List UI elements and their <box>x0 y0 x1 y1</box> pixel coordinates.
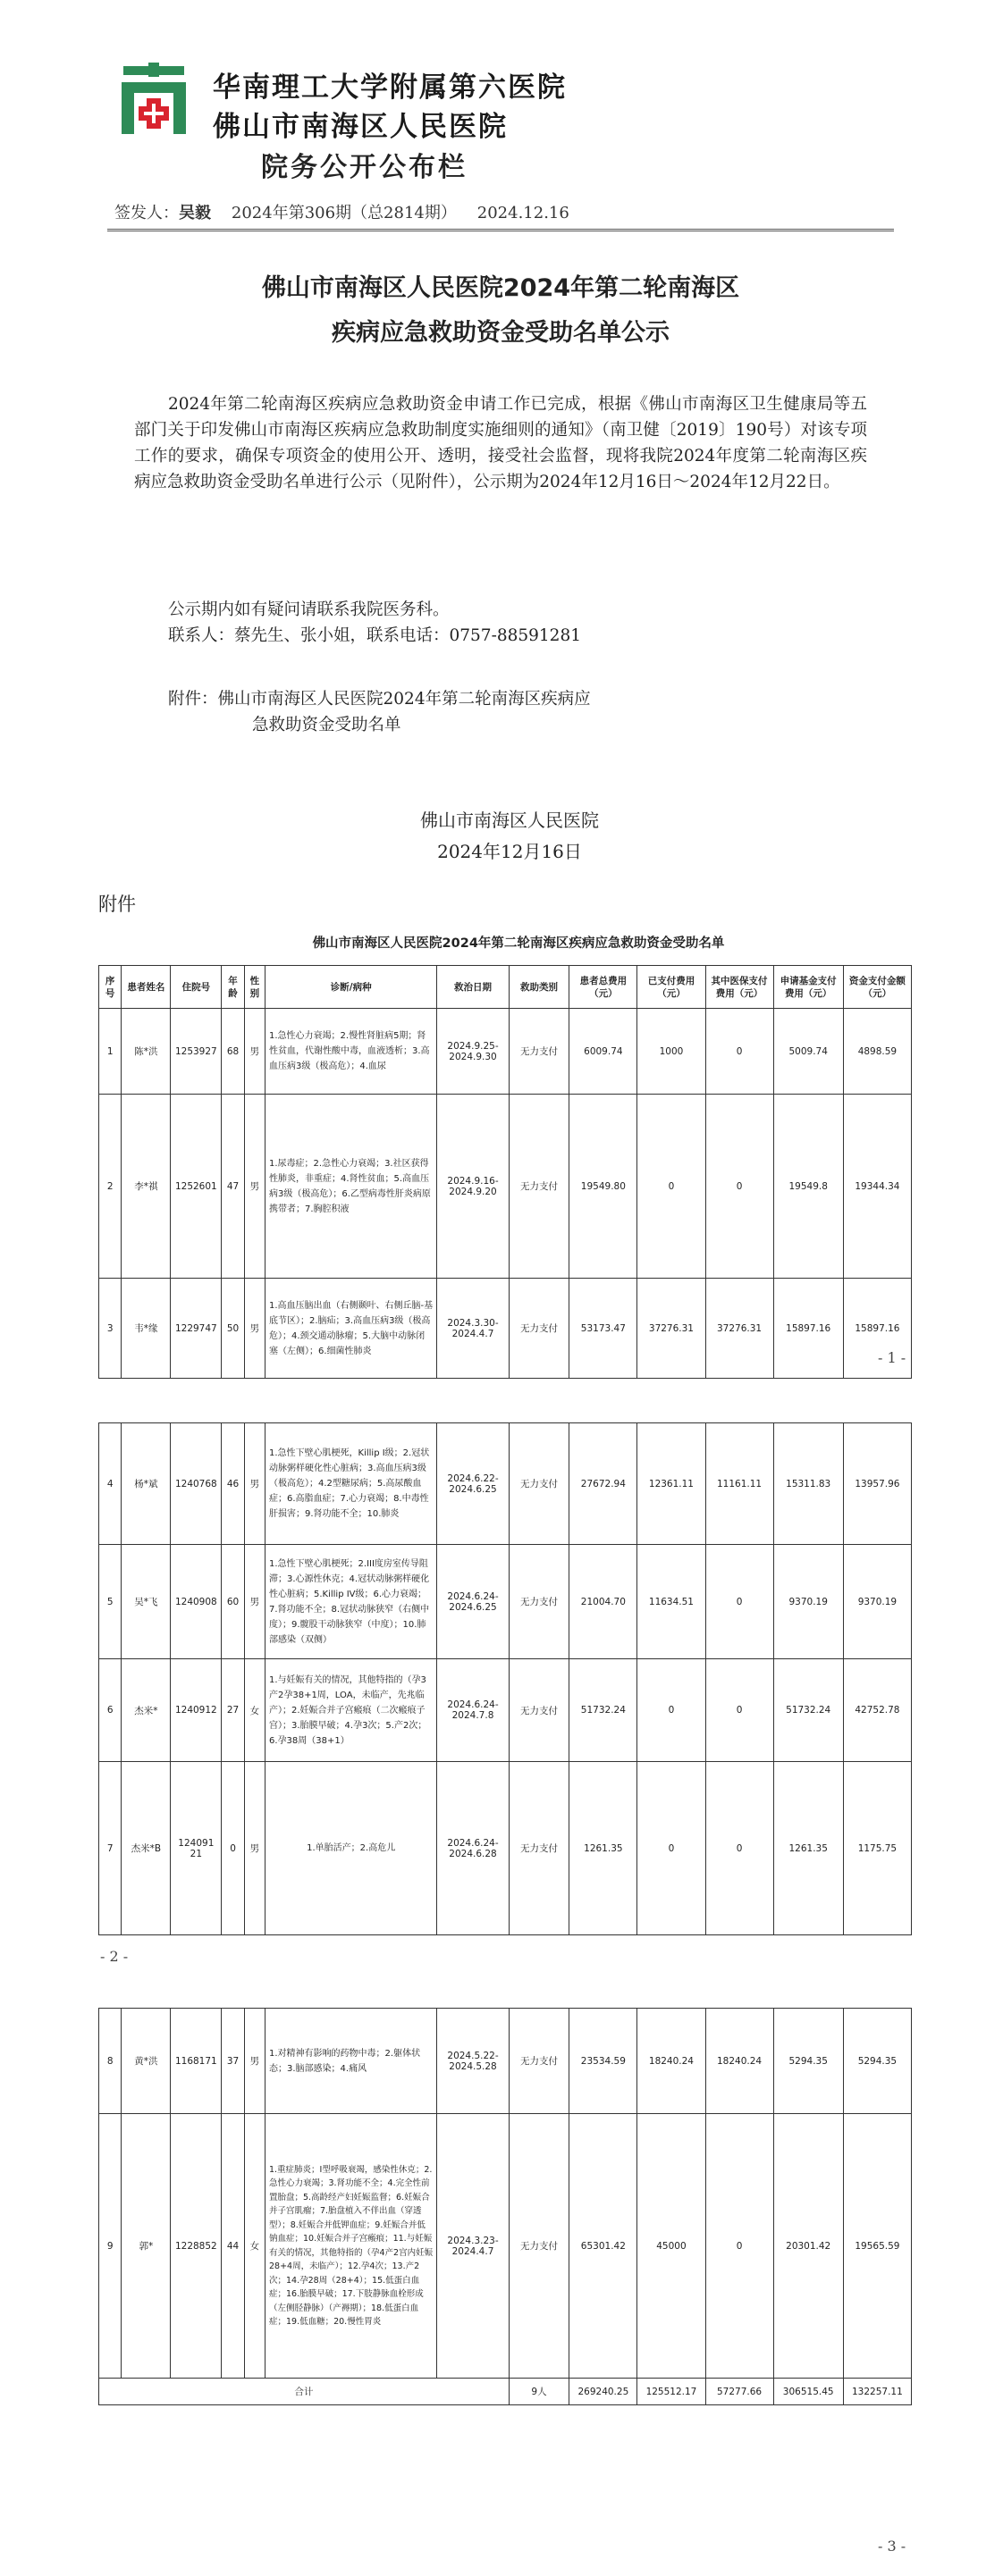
col-header: 性别 <box>244 966 265 1009</box>
cell-date: 2024.9.25-2024.9.30 <box>437 1009 509 1095</box>
sign-date: 2024年12月16日 <box>437 841 582 862</box>
cell-age: 46 <box>222 1423 244 1545</box>
cell-fund-applied: 19549.8 <box>773 1095 843 1279</box>
cell-index: 6 <box>99 1659 122 1762</box>
cell-diagnosis: 1.重症肺炎；I型呼吸衰竭，感染性休克；2.急性心力衰竭；3.肾功能不全；4.完全性前置胎盘；5.高龄经产妇妊娠监督；6.妊娠合并子宫肌瘤；7.胎盘植入不伴出血（穿透型）；8.妊娠合并低钾血症；9.妊娠合并低钠血症；10.妊娠合并子宫瘢痕；11.与妊娠有关的情况，其他特指的（孕4产2宫内妊娠28+4周，未临产）；12.孕4次；13.产2次；14.孕28周（28+4）；15.低蛋白血症；16.胎膜早破；17.下肢静脉血栓形成（左侧胫静脉）（产褥期）；18.低蛋白血症；19.低血糖；20.慢性胃炎 <box>265 2114 436 2379</box>
cell-patient: 吴*飞 <box>122 1545 171 1659</box>
cell-paid: 11634.51 <box>637 1545 705 1659</box>
cell-patient: 杨*斌 <box>122 1423 171 1545</box>
cell-sex: 女 <box>244 1659 265 1762</box>
cell-sex: 男 <box>244 1009 265 1095</box>
cell-sex: 男 <box>244 1545 265 1659</box>
attachment-section-label: 附件 <box>98 894 136 915</box>
cell-age: 0 <box>222 1762 244 1935</box>
cell-sex: 男 <box>244 1279 265 1379</box>
notice-attachment <box>134 686 867 738</box>
cell-total-cost: 53173.47 <box>569 1279 637 1379</box>
notice-contact: 联系人：蔡先生、张小姐，联系电话：0757-88591281 <box>168 626 581 645</box>
cell-age: 60 <box>222 1545 244 1659</box>
cell-fund-paid: 15897.16 <box>843 1279 911 1379</box>
col-header: 诊断/病种 <box>265 966 436 1009</box>
issue-date: 2024.12.16 <box>476 204 569 222</box>
cell-date: 2024.3.23-2024.4.7 <box>437 2114 509 2379</box>
col-header: 其中医保支付费用（元） <box>705 966 773 1009</box>
col-header: 救助类别 <box>509 966 569 1009</box>
cell-index: 8 <box>99 2009 122 2114</box>
cell-fund-applied: 9370.19 <box>773 1545 843 1659</box>
cell-total-cost: 51732.24 <box>569 1659 637 1762</box>
page-number-2: - 2 - <box>100 1948 129 1965</box>
table-row <box>99 1659 912 1762</box>
recipients-table-page-3 <box>98 2008 912 2405</box>
col-header: 已支付费用（元） <box>637 966 705 1009</box>
cell-date: 2024.6.22-2024.6.25 <box>437 1423 509 1545</box>
recipients-table-page-1 <box>98 965 912 1379</box>
cell-admission-no: 124091 21 <box>171 1762 222 1935</box>
cell-index: 1 <box>99 1009 122 1095</box>
cell-paid: 0 <box>637 1095 705 1279</box>
cell-insurance: 0 <box>705 1659 773 1762</box>
cell-paid: 18240.24 <box>637 2009 705 2114</box>
cell-total-cost: 1261.35 <box>569 1762 637 1935</box>
cell-insurance: 0 <box>705 2114 773 2379</box>
cell-insurance: 0 <box>705 1095 773 1279</box>
cell-insurance: 0 <box>705 1762 773 1935</box>
cell-admission-no: 1240908 <box>171 1545 222 1659</box>
total-insurance: 57277.66 <box>705 2379 773 2405</box>
cell-diagnosis: 1.对精神有影响的药物中毒；2.躯体状态；3.脑部感染；4.痛风 <box>265 2009 436 2114</box>
table-row <box>99 1423 912 1545</box>
cell-total-cost: 27672.94 <box>569 1423 637 1545</box>
cell-patient: 韦*缘 <box>122 1279 171 1379</box>
total-count: 9人 <box>509 2379 569 2405</box>
table-row <box>99 1545 912 1659</box>
recipients-table-page-2 <box>98 1422 912 1935</box>
col-header: 年龄 <box>222 966 244 1009</box>
cell-admission-no: 1252601 <box>171 1095 222 1279</box>
cell-paid: 45000 <box>637 2114 705 2379</box>
page-number-3: - 3 - <box>878 2538 906 2555</box>
cell-sex: 男 <box>244 1762 265 1935</box>
attachment-label: 附件： <box>168 690 218 709</box>
cell-paid: 1000 <box>637 1009 705 1095</box>
table-row <box>99 2009 912 2114</box>
issue-line <box>114 200 569 223</box>
cell-category: 无力支付 <box>509 1423 569 1545</box>
cell-diagnosis: 1.与妊娠有关的情况，其他特指的（孕3产2孕38+1周，LOA，未临产，先兆临产）；2.妊娠合并子宫瘢痕（二次瘢痕子宫）；3.胎膜早破；4.孕3次；5.产2次；6.孕38周（38+1） <box>265 1659 436 1762</box>
cell-age: 27 <box>222 1659 244 1762</box>
cell-category: 无力支付 <box>509 1545 569 1659</box>
cell-date: 2024.6.24-2024.7.8 <box>437 1659 509 1762</box>
table-title: 佛山市南海区人民医院2024年第二轮南海区疾病应急救助资金受助名单 <box>312 936 725 951</box>
header-divider <box>107 229 894 231</box>
cell-diagnosis: 1.急性下壁心肌梗死，Killip I级；2.冠状动脉粥样硬化性心脏病；3.高血压病3级（极高危）；4.2型糖尿病；5.高尿酸血症；6.高脂血症；7.心力衰竭；8.中毒性肝损害；9.肾功能不全；10.肺炎 <box>265 1423 436 1545</box>
cell-diagnosis: 1.急性心力衰竭；2.慢性肾脏病5期；肾性贫血，代谢性酸中毒，血液透析；3.高血压病3级（极高危）；4.血尿 <box>265 1009 436 1095</box>
cell-fund-paid: 4898.59 <box>843 1009 911 1095</box>
cell-insurance: 0 <box>705 1009 773 1095</box>
cell-insurance: 18240.24 <box>705 2009 773 2114</box>
col-header: 申请基金支付费用（元） <box>773 966 843 1009</box>
cell-diagnosis: 1.急性下壁心肌梗死；2.III度房室传导阻滞；3.心源性休克；4.冠状动脉粥样硬化性心脏病；5.Killip IV级；6.心力衰竭；7.肾功能不全；8.冠状动脉狭窄（右侧中度）；9.髋股干动脉狭窄（中度）；10.肺部感染（双侧） <box>265 1545 436 1659</box>
cell-category: 无力支付 <box>509 1279 569 1379</box>
issuer-label: 签发人： <box>114 204 179 222</box>
issuer-name: 吴毅 <box>179 204 211 222</box>
cell-paid: 12361.11 <box>637 1423 705 1545</box>
cell-patient: 郭* <box>122 2114 171 2379</box>
cell-total-cost: 21004.70 <box>569 1545 637 1659</box>
cell-fund-paid: 1175.75 <box>843 1762 911 1935</box>
cell-fund-applied: 5294.35 <box>773 2009 843 2114</box>
cell-paid: 37276.31 <box>637 1279 705 1379</box>
cell-total-cost: 23534.59 <box>569 2009 637 2114</box>
cell-insurance: 0 <box>705 1545 773 1659</box>
cell-category: 无力支付 <box>509 1095 569 1279</box>
cell-patient: 黄*洪 <box>122 2009 171 2114</box>
cell-index: 5 <box>99 1545 122 1659</box>
table-header-row <box>99 966 912 1009</box>
cell-admission-no: 1253927 <box>171 1009 222 1095</box>
cell-total-cost: 6009.74 <box>569 1009 637 1095</box>
cell-category: 无力支付 <box>509 1659 569 1762</box>
cell-paid: 0 <box>637 1659 705 1762</box>
page-number-1: - 1 - <box>878 1349 906 1366</box>
cell-date: 2024.6.24-2024.6.25 <box>437 1545 509 1659</box>
cell-age: 68 <box>222 1009 244 1095</box>
cell-category: 无力支付 <box>509 2009 569 2114</box>
cell-insurance: 11161.11 <box>705 1423 773 1545</box>
cell-sex: 男 <box>244 2009 265 2114</box>
cell-index: 2 <box>99 1095 122 1279</box>
total-fund-applied: 306515.45 <box>773 2379 843 2405</box>
hospital-name-1: 华南理工大学附属第六医院 <box>213 71 567 104</box>
hospital-logo <box>116 63 191 138</box>
cell-date: 2024.6.24-2024.6.28 <box>437 1762 509 1935</box>
cell-patient: 杰米* <box>122 1659 171 1762</box>
sign-org: 佛山市南海区人民医院 <box>420 810 599 831</box>
cell-age: 50 <box>222 1279 244 1379</box>
col-header: 序号 <box>99 966 122 1009</box>
notice-body-paragraph-2: 公示期内如有疑问请联系我院医务科。 <box>168 600 450 619</box>
cell-patient: 杰米*B <box>122 1762 171 1935</box>
cell-fund-applied: 5009.74 <box>773 1009 843 1095</box>
cell-fund-applied: 20301.42 <box>773 2114 843 2379</box>
total-paid: 125512.17 <box>637 2379 705 2405</box>
cell-fund-paid: 19344.34 <box>843 1095 911 1279</box>
cell-category: 无力支付 <box>509 1762 569 1935</box>
cell-fund-paid: 42752.78 <box>843 1659 911 1762</box>
cell-admission-no: 1240768 <box>171 1423 222 1545</box>
bulletin-name: 院务公开公布栏 <box>261 152 468 183</box>
attachment-text-1: 佛山市南海区人民医院2024年第二轮南海区疾病应 <box>217 690 591 709</box>
cell-date: 2024.9.16-2024.9.20 <box>437 1095 509 1279</box>
cell-admission-no: 1229747 <box>171 1279 222 1379</box>
table-row <box>99 1095 912 1279</box>
cell-sex: 女 <box>244 2114 265 2379</box>
cell-date: 2024.5.22-2024.5.28 <box>437 2009 509 2114</box>
cell-index: 9 <box>99 2114 122 2379</box>
table-row <box>99 2114 912 2379</box>
cell-category: 无力支付 <box>509 2114 569 2379</box>
attachment-text-2: 急救助资金受助名单 <box>252 716 401 734</box>
cell-age: 44 <box>222 2114 244 2379</box>
cell-total-cost: 65301.42 <box>569 2114 637 2379</box>
cell-fund-applied: 51732.24 <box>773 1659 843 1762</box>
cell-paid: 0 <box>637 1762 705 1935</box>
table-total-row <box>99 2379 912 2405</box>
cell-insurance: 37276.31 <box>705 1279 773 1379</box>
total-label: 合计 <box>99 2379 510 2405</box>
cell-age: 47 <box>222 1095 244 1279</box>
cell-index: 7 <box>99 1762 122 1935</box>
cell-fund-paid: 9370.19 <box>843 1545 911 1659</box>
cell-index: 4 <box>99 1423 122 1545</box>
cell-age: 37 <box>222 2009 244 2114</box>
notice-title-line-2: 疾病应急救助资金受助名单公示 <box>332 319 670 347</box>
col-header: 患者总费用（元） <box>569 966 637 1009</box>
cell-date: 2024.3.30-2024.4.7 <box>437 1279 509 1379</box>
cell-sex: 男 <box>244 1095 265 1279</box>
table-row <box>99 1009 912 1095</box>
issue-number: 2024年第306期（总2814期） <box>231 204 457 222</box>
cell-fund-paid: 19565.59 <box>843 2114 911 2379</box>
col-header: 患者姓名 <box>122 966 171 1009</box>
cell-admission-no: 1228852 <box>171 2114 222 2379</box>
col-header: 救治日期 <box>437 966 509 1009</box>
cell-fund-paid: 13957.96 <box>843 1423 911 1545</box>
cell-fund-applied: 15311.83 <box>773 1423 843 1545</box>
cell-sex: 男 <box>244 1423 265 1545</box>
cell-diagnosis: 1.尿毒症；2.急性心力衰竭；3.社区获得性肺炎，非重症；4.肾性贫血；5.高血压病3级（极高危）；6.乙型病毒性肝炎病原携带者；7.胸腔积液 <box>265 1095 436 1279</box>
cell-diagnosis: 1.单胎活产；2.高危儿 <box>265 1762 436 1935</box>
table-row <box>99 1762 912 1935</box>
cell-patient: 李*祺 <box>122 1095 171 1279</box>
cell-total-cost: 19549.80 <box>569 1095 637 1279</box>
cell-patient: 陈*洪 <box>122 1009 171 1095</box>
hospital-name-2: 佛山市南海区人民医院 <box>213 111 508 143</box>
table-row <box>99 1279 912 1379</box>
notice-title-line-1: 佛山市南海区人民医院2024年第二轮南海区 <box>261 274 740 302</box>
notice-body-paragraph-1: 2024年第二轮南海区疾病应急救助资金申请工作已完成，根据《佛山市南海区卫生健康局等五部门关于印发佛山市南海区疾病应急救助制度实施细则的通知》（南卫健〔2019〕190号）对该专项工作的要求，确保专项资金的使用公开、透明，接受社会监督，现将我院2024年度第二轮南海区疾病应急救助资金受助名单进行公示（见附件），公示期为2024年12月16日～2024年12月22日。 <box>134 395 867 491</box>
cell-fund-applied: 1261.35 <box>773 1762 843 1935</box>
total-fund-paid: 132257.11 <box>843 2379 911 2405</box>
cell-admission-no: 1240912 <box>171 1659 222 1762</box>
cell-admission-no: 1168171 <box>171 2009 222 2114</box>
col-header: 住院号 <box>171 966 222 1009</box>
cell-category: 无力支付 <box>509 1009 569 1095</box>
cell-fund-applied: 15897.16 <box>773 1279 843 1379</box>
cell-index: 3 <box>99 1279 122 1379</box>
col-header: 资金支付金额（元） <box>843 966 911 1009</box>
cell-diagnosis: 1.高血压脑出血（右侧颞叶、右侧丘脑-基底节区）；2.脑疝；3.高血压病3级（极高危）；4.颈交通动脉瘤；5.大脑中动脉闭塞（左侧）；6.细菌性肺炎 <box>265 1279 436 1379</box>
total-cost: 269240.25 <box>569 2379 637 2405</box>
cell-fund-paid: 5294.35 <box>843 2009 911 2114</box>
